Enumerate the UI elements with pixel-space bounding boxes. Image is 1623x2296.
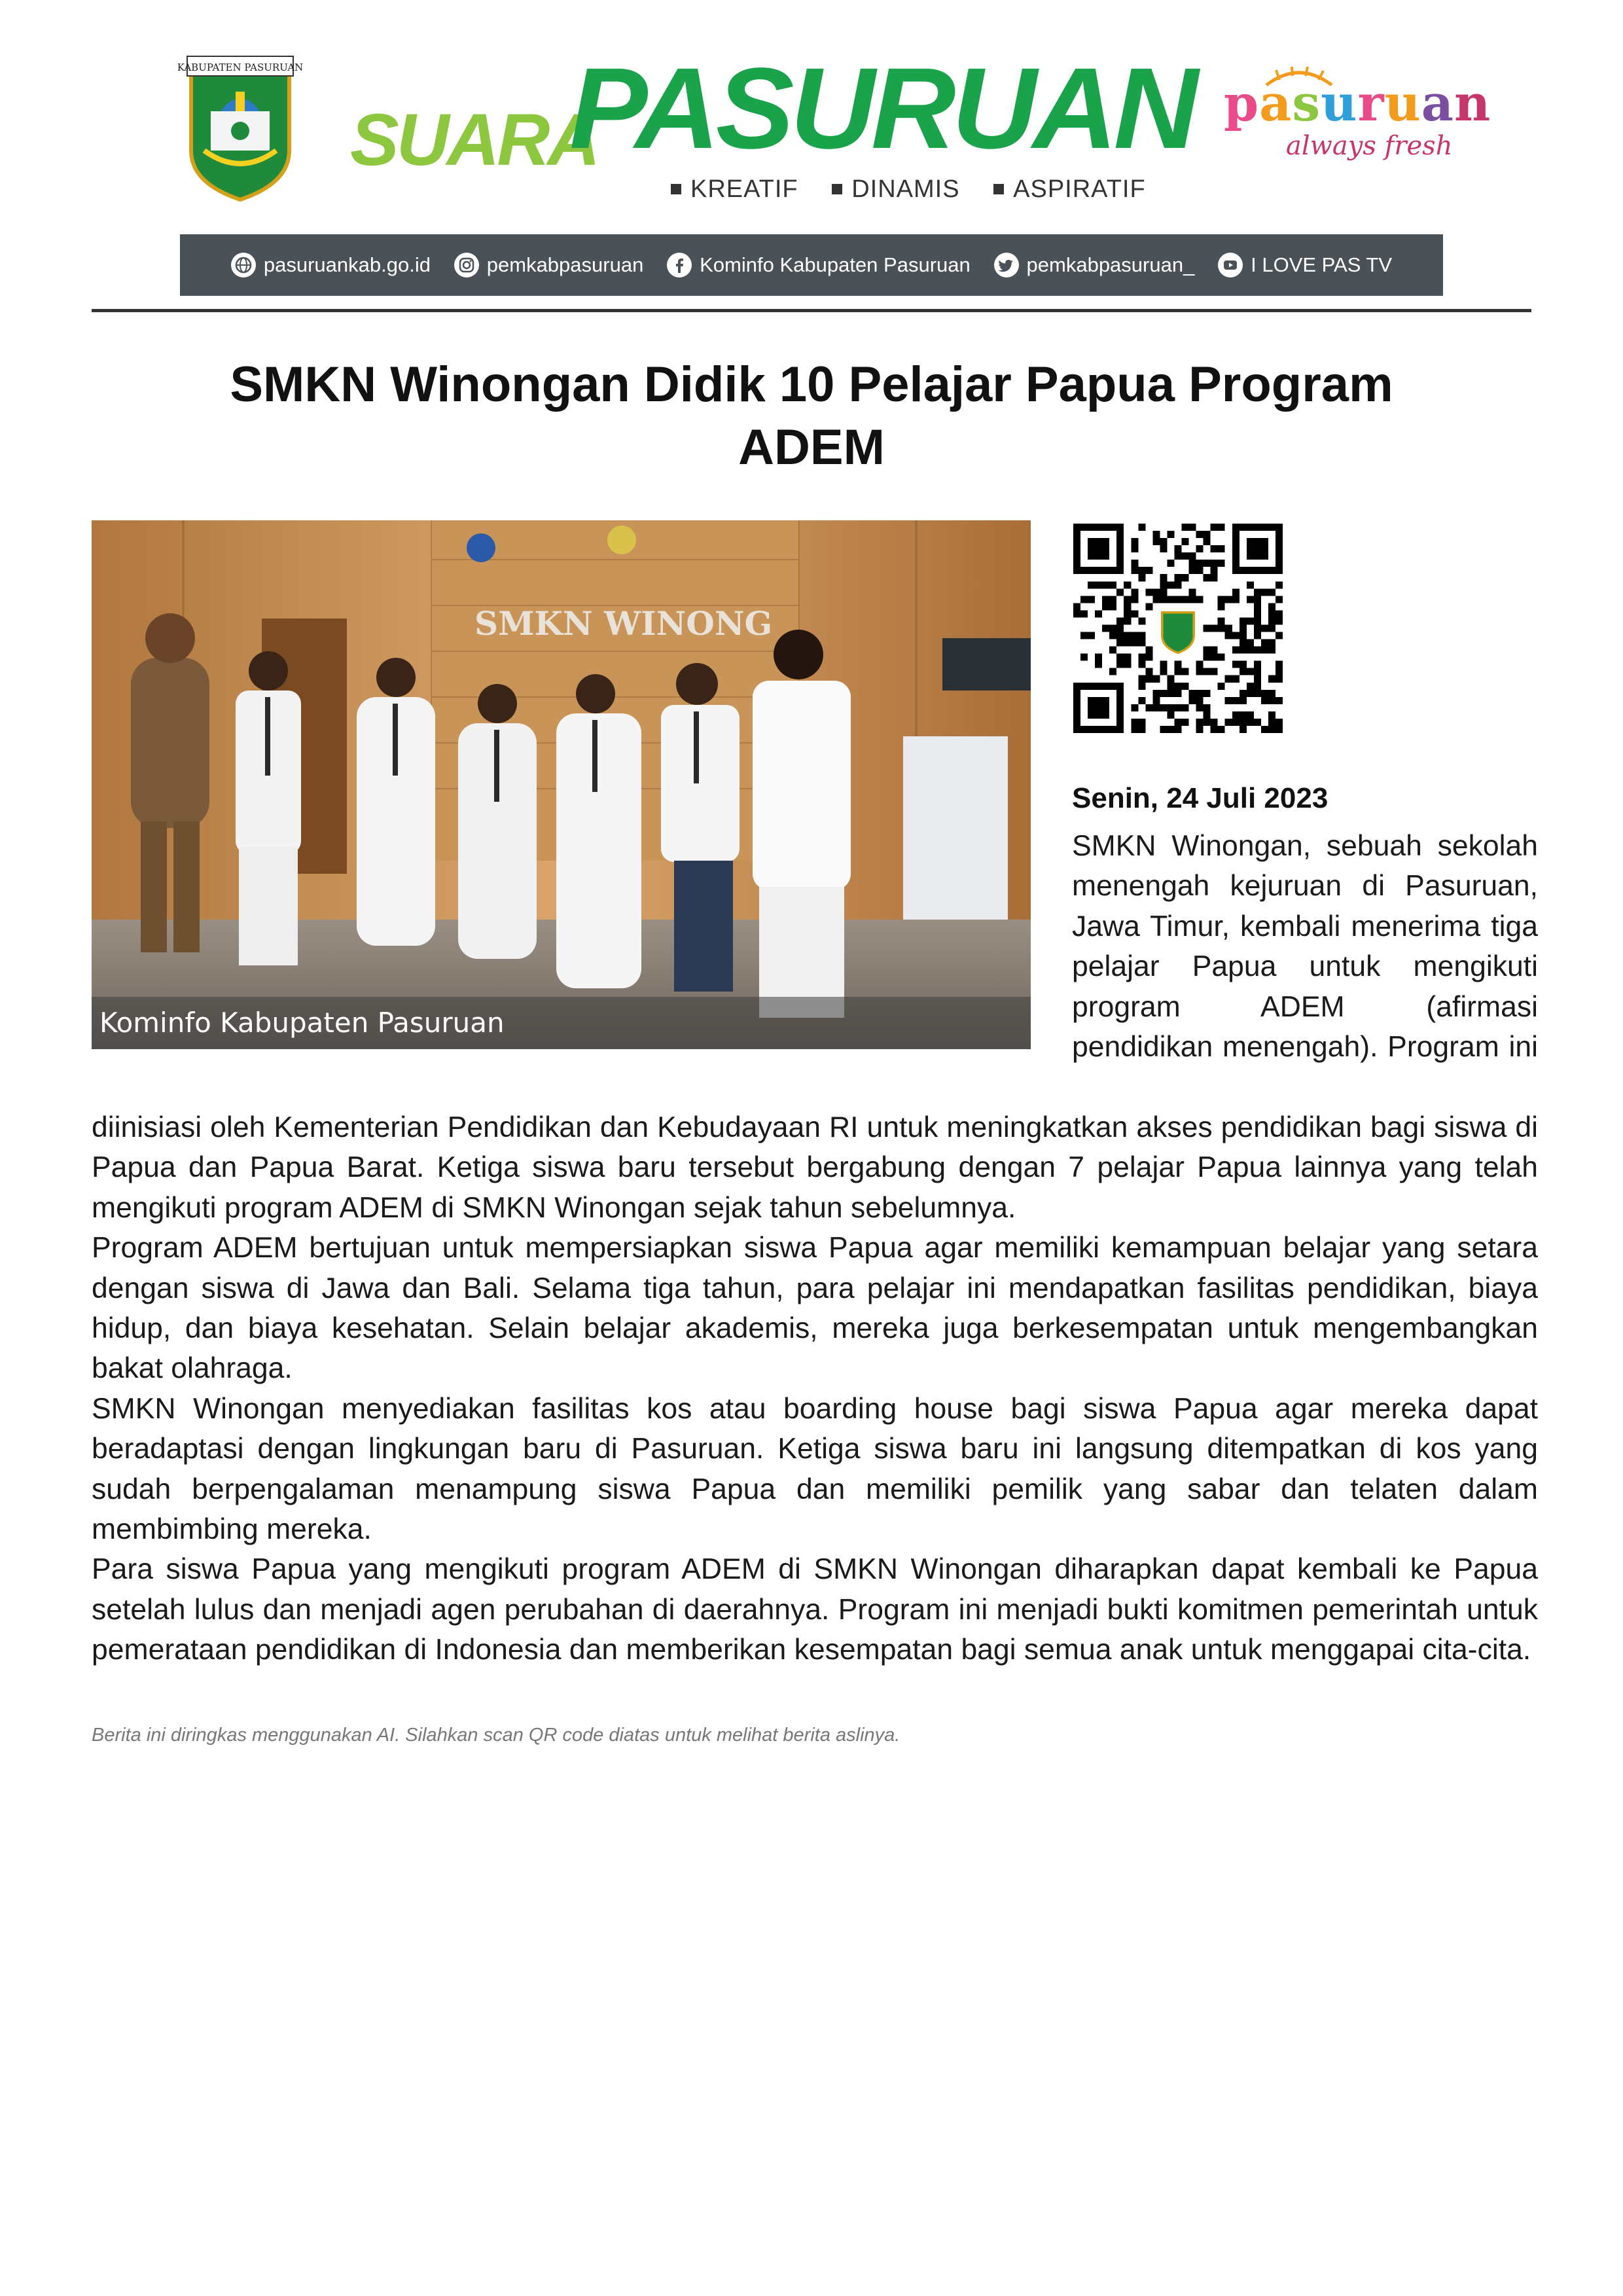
social-twitter[interactable] [994, 253, 1195, 278]
footer-note: Berita ini diringkas menggunakan AI. Silahkan scan QR code diatas untuk melihat berita aslinya. [92, 1725, 901, 1746]
social-bar [180, 234, 1443, 296]
social-label: Kominfo Kabupaten Pasuruan [700, 253, 971, 276]
paragraph-text: SMKN Winongan menyediakan fasilitas kos atau boarding house bagi siswa Papua agar mereka dapat beradaptasi dengan lingkungan baru di Pasuruan. Ketiga siswa baru ini langsung ditempatkan di kos yang sudah berpengalaman menampung siswa Papua dan memiliki pemilik yang sabar dan telaten dalam membimbing mereka. [92, 1392, 1538, 1546]
facebook-icon [667, 253, 692, 278]
paragraph-text: Para siswa Papua yang mengikuti program ADEM di SMKN Winongan diharapkan dapat kembali ke Papua setelah lulus dan menjadi agen perubahan di daerahnya. Program ini menjadi bukti komitmen pemerintah untuk pemerataan pendidikan di Indonesia dan memberikan kesempatan bagi semua anak untuk menggapai cita-cita. [92, 1553, 1538, 1666]
svg-text:SMKN WINONG: SMKN WINONG [474, 604, 773, 643]
paragraph-text: diinisiasi oleh Kementerian Pendidikan dan Kebudayaan RI untuk meningkatkan akses pendidikan bagi siswa di Papua dan Papua Barat. Ketiga siswa baru tersebut bergabung dengan 7 pelajar Papua lainnya yang telah mengikuti program ADEM di SMKN Winongan sejak tahun sebelumnya. [92, 1111, 1538, 1224]
instagram-icon [454, 253, 479, 278]
social-youtube[interactable] [1218, 253, 1392, 278]
svg-text:KABUPATEN PASURUAN: KABUPATEN PASURUAN [177, 62, 304, 73]
photo-caption: Kominfo Kabupaten Pasuruan [92, 997, 1031, 1049]
tourism-slogan: always fresh [1286, 131, 1453, 161]
tagline-item: DINAMIS [851, 175, 960, 203]
brand-pasuruan: PASURUAN [569, 45, 1195, 173]
tourism-logo [1224, 74, 1491, 177]
article-paragraph-intro [1072, 826, 1538, 1067]
article-date: Senin, 24 Juli 2023 [1072, 782, 1329, 814]
tourism-wordmark: pasuruan [1224, 74, 1491, 132]
brand-suara: SUARA [350, 99, 598, 181]
social-facebook[interactable] [667, 253, 971, 278]
title-line: ADEM [738, 420, 885, 475]
social-label: pasuruankab.go.id [263, 253, 431, 276]
article-photo [92, 520, 1031, 1049]
paragraph-text: SMKN Winongan, sebuah sekolah menengah kejuruan di Pasuruan, Jawa Timur, kembali menerima tiga pelajar Papua untuk mengikuti program ADEM (afirmasi pendidikan menengah). Program ini [1072, 830, 1538, 1064]
social-label: pemkabpasuruan_ [1026, 253, 1195, 276]
twitter-icon [994, 253, 1019, 278]
tagline [671, 175, 1146, 204]
qr-code[interactable] [1073, 524, 1283, 733]
youtube-icon [1218, 253, 1243, 278]
article-title [92, 353, 1531, 479]
article-body [92, 1107, 1538, 1670]
title-line: SMKN Winongan Didik 10 Pelajar Papua Program [230, 357, 1393, 412]
tagline-item: KREATIF [690, 175, 798, 203]
social-website[interactable] [231, 253, 431, 278]
social-label: pemkabpasuruan [486, 253, 644, 276]
tagline-item: ASPIRATIF [1013, 175, 1146, 203]
header-divider [92, 309, 1531, 312]
social-instagram[interactable] [454, 253, 644, 278]
paragraph-text: Program ADEM bertujuan untuk mempersiapkan siswa Papua agar memiliki kemampuan belajar yang setara dengan siswa di Jawa dan Bali. Selama tiga tahun, para pelajar ini mendapatkan fasilitas pendidikan, biaya hidup, dan biaya kesehatan. Selain belajar akademis, mereka juga berkesempatan untuk mengembangkan bakat olahraga. [92, 1232, 1538, 1385]
regency-crest-logo [177, 52, 304, 203]
social-label: I LOVE PAS TV [1251, 253, 1393, 276]
globe-icon [231, 253, 256, 278]
